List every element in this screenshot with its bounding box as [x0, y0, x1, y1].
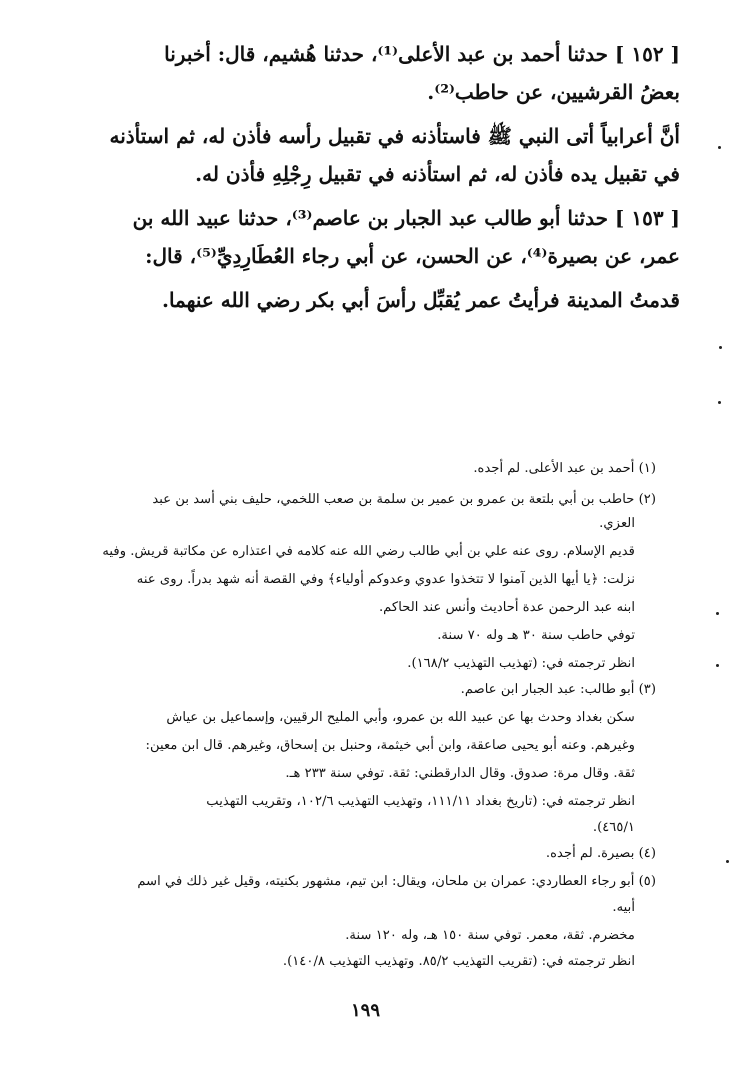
footnote-3-line-6: ٤٦٥/١).	[592, 820, 635, 835]
footnote-5-line-4: انظر ترجمته في: (تقريب التهذيب ٨٥/٢. وتهذيب التهذيب ١٤٠/٨).	[282, 954, 635, 969]
hadith-152-line-2: بعضُ القرشيين، عن حاطب⁽²⁾.	[427, 80, 680, 104]
footnote-2-line-2: العزي.	[599, 516, 635, 531]
footnote-2-line-5: ابنه عبد الرحمن عدة أحاديث وأنس عند الحاكم.	[378, 600, 635, 615]
scan-speck	[719, 346, 722, 349]
footnote-4: (٤) بصيرة. لم أجده.	[545, 846, 656, 861]
footnote-3-line-5: انظر ترجمته في: (تاريخ بغداد ١١١/١١، وتهذيب التهذيب ١٠٢/٦، وتقريب التهذيب	[206, 794, 635, 809]
footnote-2-line-3: قديم الإسلام. روى عنه علي بن أبي طالب رضي الله عنه كلامه في اعتذاره عن مكاتبة قريش. وفيه	[102, 544, 635, 559]
footnote-2-line-1: (٢) حاطب بن أبي بلتعة بن عمرو بن عمير بن سلمة بن صعب اللخمي، حليف بني أسد بن عبد	[152, 492, 656, 507]
hadith-152-line-1: [ ١٥٢ ] حدثنا أحمد بن عبد الأعلى⁽¹⁾، حدثنا هُشيم، قال: أخبرنا	[164, 42, 680, 66]
page-number: ١٩٩	[350, 1000, 380, 1021]
scan-speck	[716, 612, 719, 615]
footnote-3-line-1: (٣) أبو طالب: عبد الجبار ابن عاصم.	[460, 682, 656, 697]
footnote-2-line-7: انظر ترجمته في: (تهذيب التهذيب ١٦٨/٢).	[407, 656, 635, 671]
hadith-152-matn-line-1: أنَّ أعرابياً أتى النبي ﷺ فاستأذنه في تقبيل رأسه فأذن له، ثم استأذنه	[109, 124, 680, 148]
scan-speck	[718, 146, 721, 149]
scan-speck	[716, 664, 719, 667]
hadith-152-matn-line-2: في تقبيل يده فأذن له، ثم استأذنه في تقبيل رِجْلِهِ فأذن له.	[195, 162, 680, 186]
footnote-3-line-3: وغيرهم. وعنه أبو يحيى صاعقة، وابن أبي خيثمة، وحنبل بن إسحاق، وغيرهم. قال ابن معين:	[145, 738, 635, 753]
footnote-5-line-2: أبيه.	[612, 900, 635, 915]
footnote-3-line-4: ثقة. وقال مرة: صدوق. وقال الدارقطني: ثقة. توفي سنة ٢٣٣ هـ.	[285, 766, 635, 781]
scan-speck	[726, 860, 729, 863]
footnote-5-line-3: مخضرم. ثقة، معمر. توفي سنة ١٥٠ هـ، وله ١٢٠ سنة.	[345, 928, 635, 943]
hadith-153-line-2: عمر، عن بصيرة⁽⁴⁾، عن الحسن، عن أبي رجاء العُطَارِدِيِّ⁽⁵⁾، قال:	[145, 244, 680, 268]
footnote-2-line-4: نزلت: ﴿يا أيها الذين آمنوا لا تتخذوا عدوي وعدوكم أولياء﴾ وفي القصة أنه شهد بدراً. روى عنه	[136, 572, 635, 587]
scan-speck	[718, 401, 721, 404]
footnote-5-line-1: (٥) أبو رجاء العطاردي: عمران بن ملحان، ويقال: ابن تيم، مشهور بكنيته، وقيل غير ذلك في اسم	[137, 874, 656, 889]
footnote-3-line-2: سكن بغداد وحدث بها عن عبيد الله بن عمرو، وأبي المليح الرقيين، وإسماعيل بن عياش	[166, 710, 635, 725]
hadith-153-line-1: [ ١٥٣ ] حدثنا أبو طالب عبد الجبار بن عاصم⁽³⁾، حدثنا عبيد الله بن	[132, 206, 680, 230]
hadith-153-matn-line: قدمتُ المدينة فرأيتُ عمر يُقبِّل رأسَ أبي بكر رضي الله عنهما.	[161, 288, 680, 312]
footnote-1: (١) أحمد بن عبد الأعلى. لم أجده.	[473, 461, 656, 476]
footnote-2-line-6: توفي حاطب سنة ٣٠ هـ وله ٧٠ سنة.	[437, 628, 635, 643]
